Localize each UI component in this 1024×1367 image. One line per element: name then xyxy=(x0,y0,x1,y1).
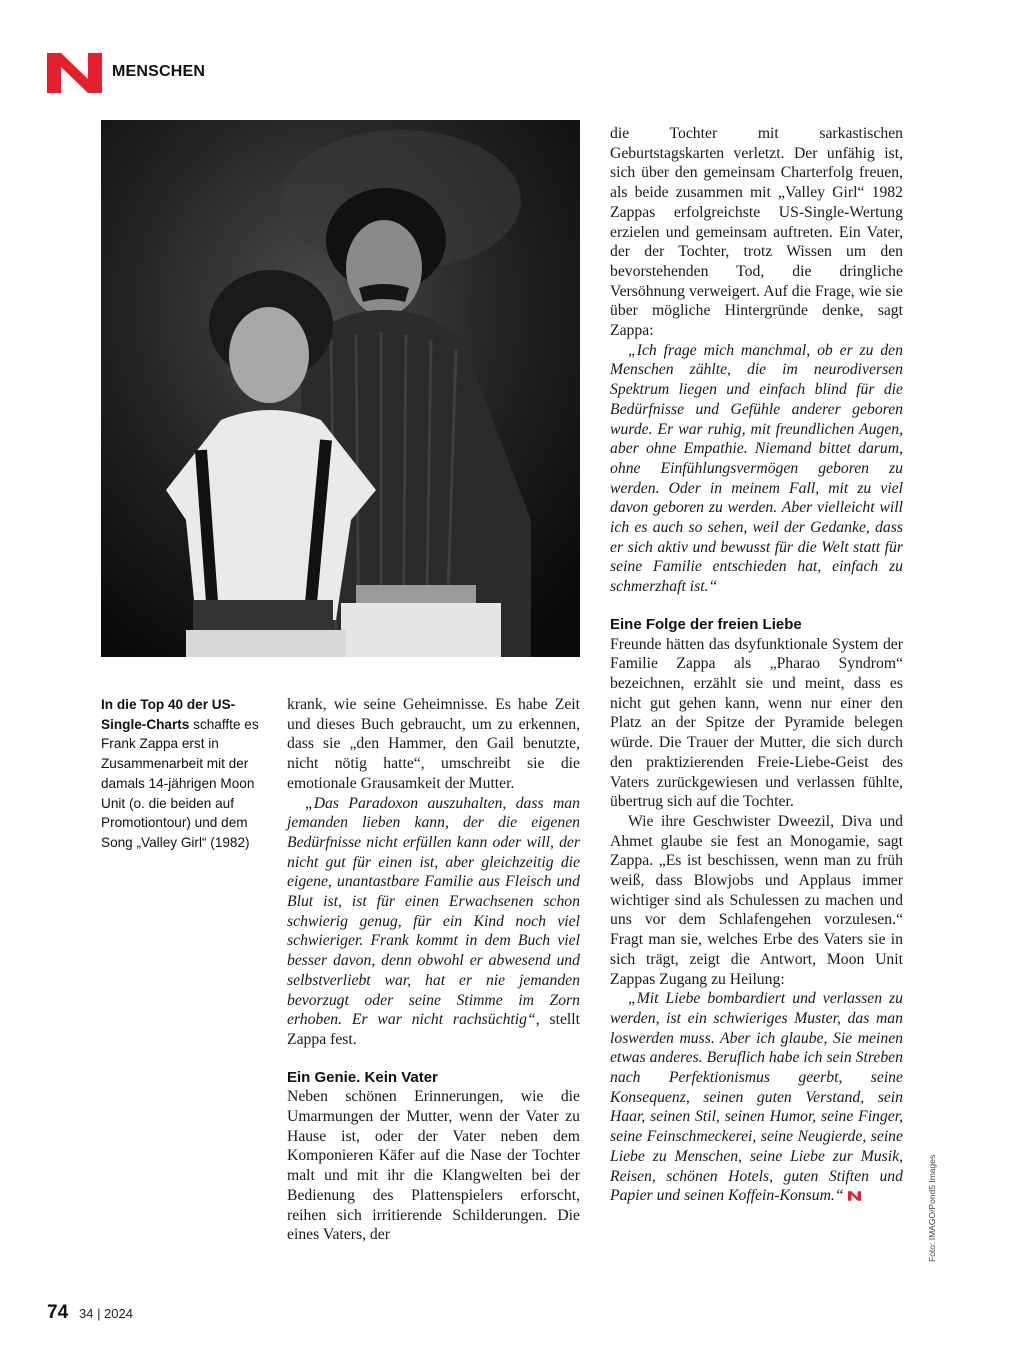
quote-text: „Mit Liebe bombardiert und verlassen zu werden, ist ein schwieriges Muster, das man loswerden muss. Aber ich glaube, Sie meinen etwas anderes. Beruflich habe ich sein Streben nach Perfektionismus geerbt, seine Konsequenz, seinen guten Verstand, sein Haar, seinen Stil, seinen Humor, seine Finger, seine Feinschmeckerei, seine Neugierde, seine Liebe zu Menschen, seine Liebe zur Musik, Reisen, schönen Hotels, guten Stiften und Papier und seinen Koffein-Konsum.“ xyxy=(610,990,903,1205)
subheading: Eine Folge der freien Liebe xyxy=(610,615,802,633)
quote-text: „Das Paradoxon auszuhalten, dass man jemanden lieben kann, der die eigenen Bedürfnisse nicht erfüllen kann oder will, der nicht gut für einen ist, aber gleichzeitig die eigene, unantastbare Familie aus Fleisch und Blut ist, ist für einen Erwachsenen schon schwierig genug, für ein Kind noch viel schwieriger. Frank kommt in dem Buch viel besser davon, denn obwohl er abwesend und selbstverliebt war, hat er nie jemanden bevorzugt oder seine Stimme im Zorn erhoben. Er war nicht rachsüchtig“ xyxy=(287,794,580,1029)
article-column-3 xyxy=(610,124,903,1206)
paragraph: Neben schönen Erinnerungen, wie die Umarmungen der Mutter, wenn der Vater zu Hause ist, oder der Vater neben dem Komponieren Käfer auf die Nase der Tochter malt und mit ihr die Klangwelten bei der Bedienung des Plattenspielers erforscht, reihen sich irritierende Schilderungen. Die eines Vaters, der xyxy=(287,1088,580,1244)
page-number: 74 xyxy=(47,1302,69,1323)
quote-paragraph: „Ich frage mich manchmal, ob er zu den Menschen zählte, die im neurodiversen Spektrum liegen und einfach blind für die Bedürfnisse und Gefühle anderer geboren wurde. Er war ruhig, mit freundlichen Augen, aber ohne Empathie. Niemand bittet darum, ohne Einfühlungsvermögen geboren zu werden. Oder in meinem Fall, mit zu viel davon geboren zu werden. Aber vielleicht will ich es auch so sehen, weil der Gedanke, dass er sich aktiv und bewusst für die Welt statt für seine Familie entschieden hat, einfach zu schmerzhaft ist.“ xyxy=(610,341,903,596)
section-label: MENSCHEN xyxy=(112,63,206,80)
n-end-mark-icon xyxy=(848,1191,861,1201)
caption-text: schaffte es Frank Zappa erst in Zusammenarbeit mit der damals 14-jährigen Moon Unit (o. die beiden auf Promotiontour) und dem Song „Valley Girl“ (1982) xyxy=(101,716,259,850)
quote-paragraph xyxy=(610,989,903,1206)
paragraph: Freunde hätten das dsyfunktionale System der Familie Zappa als „Pharao Syndrom“ bezeichnen, erzählt sie und meint, dass es nicht gut gehen kann, wenn nur einer den Platz an der Spitze der Pyramide belegen würde. Die Trauer der Mutter, die sich durch den praktizierenden Freie-Liebe-Geist des Vaters zurückgewiesen und verlassen fühlte, übertrug sich auf die Tochter. xyxy=(610,635,903,811)
paragraph: die Tochter mit sarkastischen Geburtstagskarten verletzt. Der unfähig ist, sich über den gemeinsam Charterfolg freuen, als beide zusammen mit „Valley Girl“ 1982 Zappas erfolgreichste US-Single-Wertung erzielen und gemeinsam auftreten. Ein Vater, der der Tochter, trotz Wissen um den bevorstehenden Tod, die dringliche Versöhnung verweigert. Auf die Frage, wie sie über mögliche Hintergründe denke, sagt Zappa: xyxy=(610,125,903,340)
quote-paragraph xyxy=(287,794,580,1050)
photo-caption xyxy=(101,695,261,853)
subheading: Ein Genie. Kein Vater xyxy=(287,1068,438,1086)
n-logo-icon xyxy=(47,53,102,93)
issue-number: 34 | 2024 xyxy=(79,1306,133,1321)
photo-zappa-moon-unit xyxy=(101,120,580,657)
photo-credit: Foto: IMAGO/Pond5 Images xyxy=(927,1154,937,1262)
paragraph: Wie ihre Geschwister Dweezil, Diva und Ahmet glaube sie fest an Monogamie, sagt Zappa. „Es ist beschissen, wenn man zu früh weiß, dass Blowjobs und Applaus immer wichtiger sind als Schulessen zu machen und uns vor dem Schlafengehen vorzulesen.“ Fragt man sie, welches Erbe des Vaters sie in sich trägt, zeigt die Antwort, Moon Unit Zappas Zugang zu Heilung: xyxy=(610,812,903,988)
paragraph: krank, wie seine Geheimnisse. Es habe Zeit und dieses Buch gebraucht, um zu erkennen, dass sie „den Hammer, den Gail benutzte, nicht nötig hatte“, umschreibt sie die emotionale Grausamkeit der Mutter. xyxy=(287,696,580,792)
article-column-2 xyxy=(287,695,580,1245)
caption-lead: In die Top 40 der US-Single-Charts xyxy=(101,697,236,732)
quote-attribution: , stellt Zappa fest. xyxy=(287,1011,580,1048)
